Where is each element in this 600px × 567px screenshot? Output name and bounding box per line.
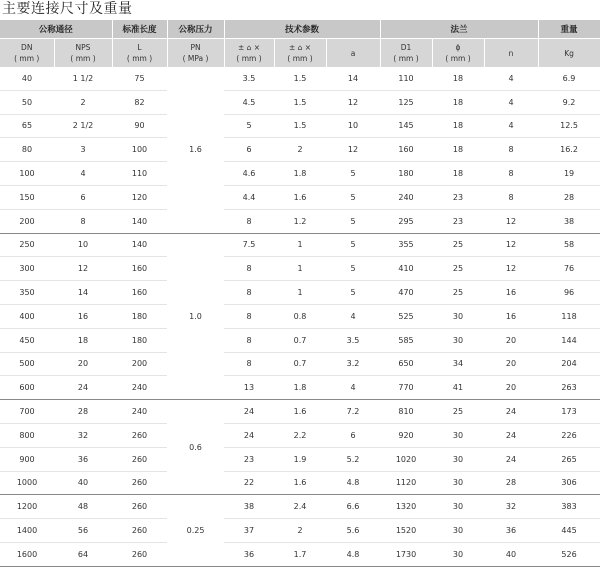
cell-dn: 65 xyxy=(0,114,54,138)
cell-d1: 1520 xyxy=(380,519,432,543)
cell-length: 110 xyxy=(112,162,167,186)
header-sub-label: DN xyxy=(21,43,33,52)
header-sub-unit: ( mm ) xyxy=(126,54,153,63)
cell-nps: 32 xyxy=(54,423,112,447)
header-standard-length: 标准长度 xyxy=(112,20,167,39)
cell-d1: 110 xyxy=(380,67,432,90)
cell-d1: 240 xyxy=(380,185,432,209)
cell-dn: 900 xyxy=(0,447,54,471)
cell-phi: 23 xyxy=(432,185,484,209)
table-row xyxy=(0,138,600,162)
cell-n: 4 xyxy=(484,114,538,138)
cell-phi: 18 xyxy=(432,67,484,90)
cell-phi: 18 xyxy=(432,114,484,138)
cell-kg: 226 xyxy=(538,423,600,447)
header-sub-d1 xyxy=(380,39,432,68)
cell-tol-2: 0.8 xyxy=(274,304,326,328)
cell-d1: 180 xyxy=(380,162,432,186)
cell-kg: 9.2 xyxy=(538,90,600,114)
header-sub-unit: ( mm ) xyxy=(14,54,40,63)
cell-tol-2: 1.7 xyxy=(274,542,326,566)
cell-length: 140 xyxy=(112,233,167,257)
cell-pn: 1.0 xyxy=(167,233,224,400)
table-row xyxy=(0,376,600,400)
cell-kg: 173 xyxy=(538,400,600,424)
cell-n: 40 xyxy=(484,542,538,566)
header-sub-label: a xyxy=(350,48,356,58)
table-row xyxy=(0,233,600,257)
header-sub-nps xyxy=(54,39,112,68)
cell-d1: 1730 xyxy=(380,542,432,566)
cell-d1: 1020 xyxy=(380,447,432,471)
cell-a: 7.2 xyxy=(326,400,380,424)
header-sub-tol-1 xyxy=(224,39,274,68)
cell-nps: 10 xyxy=(54,233,112,257)
cell-n: 20 xyxy=(484,352,538,376)
cell-d1: 355 xyxy=(380,233,432,257)
cell-n: 16 xyxy=(484,281,538,305)
cell-length: 100 xyxy=(112,138,167,162)
header-sub-dn xyxy=(0,39,54,68)
cell-length: 180 xyxy=(112,304,167,328)
cell-d1: 410 xyxy=(380,257,432,281)
cell-a: 5 xyxy=(326,209,380,233)
cell-phi: 25 xyxy=(432,281,484,305)
cell-dn: 1600 xyxy=(0,542,54,566)
cell-tol-1: 8 xyxy=(224,209,274,233)
cell-dn: 40 xyxy=(0,67,54,90)
cell-nps: 16 xyxy=(54,304,112,328)
cell-length: 260 xyxy=(112,447,167,471)
cell-a: 5 xyxy=(326,233,380,257)
table-row xyxy=(0,257,600,281)
cell-a: 14 xyxy=(326,67,380,90)
cell-tol-1: 38 xyxy=(224,495,274,519)
table-row xyxy=(0,304,600,328)
cell-a: 5.6 xyxy=(326,519,380,543)
cell-nps: 2 1/2 xyxy=(54,114,112,138)
cell-tol-1: 4.4 xyxy=(224,185,274,209)
cell-length: 180 xyxy=(112,328,167,352)
cell-length: 260 xyxy=(112,471,167,495)
cell-a: 6.6 xyxy=(326,495,380,519)
cell-tol-2: 1.5 xyxy=(274,90,326,114)
cell-d1: 160 xyxy=(380,138,432,162)
header-technical-params: 技术参数 xyxy=(224,20,380,39)
cell-nps: 20 xyxy=(54,352,112,376)
cell-kg: 28 xyxy=(538,185,600,209)
cell-kg: 204 xyxy=(538,352,600,376)
cell-n: 20 xyxy=(484,376,538,400)
cell-a: 3.5 xyxy=(326,328,380,352)
header-sub-unit: ( mm ) xyxy=(393,54,419,63)
cell-tol-2: 1 xyxy=(274,281,326,305)
cell-tol-1: 8 xyxy=(224,328,274,352)
table-row xyxy=(0,400,600,424)
header-sub-unit: ( mm ) xyxy=(287,54,313,63)
table-row xyxy=(0,542,600,566)
cell-length: 240 xyxy=(112,376,167,400)
cell-length: 160 xyxy=(112,257,167,281)
cell-phi: 30 xyxy=(432,304,484,328)
cell-n: 28 xyxy=(484,471,538,495)
header-sub-pn xyxy=(167,39,224,68)
cell-pn: 1.6 xyxy=(167,67,224,233)
cell-tol-2: 1.9 xyxy=(274,447,326,471)
cell-dn: 450 xyxy=(0,328,54,352)
cell-tol-1: 4.5 xyxy=(224,90,274,114)
cell-nps: 2 xyxy=(54,90,112,114)
cell-nps: 36 xyxy=(54,447,112,471)
cell-tol-2: 1 xyxy=(274,233,326,257)
table-row xyxy=(0,90,600,114)
cell-tol-1: 6 xyxy=(224,138,274,162)
header-sub-label: Kg xyxy=(564,48,574,58)
cell-kg: 58 xyxy=(538,233,600,257)
table-row xyxy=(0,447,600,471)
cell-length: 120 xyxy=(112,185,167,209)
cell-a: 4 xyxy=(326,304,380,328)
cell-phi: 30 xyxy=(432,542,484,566)
cell-n: 24 xyxy=(484,447,538,471)
cell-dn: 350 xyxy=(0,281,54,305)
cell-nps: 24 xyxy=(54,376,112,400)
spec-table xyxy=(0,20,600,567)
cell-a: 4 xyxy=(326,376,380,400)
cell-tol-1: 5 xyxy=(224,114,274,138)
cell-a: 5 xyxy=(326,281,380,305)
table-row xyxy=(0,328,600,352)
table-row xyxy=(0,352,600,376)
cell-tol-2: 1.8 xyxy=(274,162,326,186)
cell-tol-1: 36 xyxy=(224,542,274,566)
table-body xyxy=(0,67,600,566)
cell-tol-2: 2 xyxy=(274,138,326,162)
cell-phi: 30 xyxy=(432,423,484,447)
cell-phi: 18 xyxy=(432,90,484,114)
cell-dn: 1000 xyxy=(0,471,54,495)
cell-length: 160 xyxy=(112,281,167,305)
cell-kg: 306 xyxy=(538,471,600,495)
cell-n: 12 xyxy=(484,209,538,233)
cell-dn: 800 xyxy=(0,423,54,447)
cell-tol-2: 1.2 xyxy=(274,209,326,233)
cell-kg: 263 xyxy=(538,376,600,400)
header-sub-label: D1 xyxy=(400,43,412,52)
header-sub-unit: ( mm ) xyxy=(445,54,471,63)
cell-n: 36 xyxy=(484,519,538,543)
header-sub-unit: ( mm ) xyxy=(236,54,262,63)
header-sub-label: n xyxy=(508,48,514,58)
cell-tol-1: 8 xyxy=(224,257,274,281)
cell-length: 140 xyxy=(112,209,167,233)
cell-nps: 48 xyxy=(54,495,112,519)
cell-tol-2: 1.5 xyxy=(274,67,326,90)
header-sub-phi xyxy=(432,39,484,68)
header-sub-label: L xyxy=(137,43,142,52)
header-weight: 重量 xyxy=(538,20,600,39)
cell-a: 3.2 xyxy=(326,352,380,376)
cell-pn: 0.25 xyxy=(167,495,224,566)
cell-tol-1: 22 xyxy=(224,471,274,495)
cell-dn: 700 xyxy=(0,400,54,424)
cell-phi: 25 xyxy=(432,233,484,257)
cell-a: 5 xyxy=(326,185,380,209)
cell-d1: 145 xyxy=(380,114,432,138)
cell-length: 260 xyxy=(112,519,167,543)
cell-phi: 25 xyxy=(432,257,484,281)
cell-n: 8 xyxy=(484,138,538,162)
page-title: 主要连接尺寸及重量 xyxy=(2,1,133,17)
cell-dn: 100 xyxy=(0,162,54,186)
cell-phi: 30 xyxy=(432,519,484,543)
cell-a: 4.8 xyxy=(326,471,380,495)
cell-tol-2: 1.8 xyxy=(274,376,326,400)
cell-n: 12 xyxy=(484,233,538,257)
cell-length: 240 xyxy=(112,400,167,424)
cell-dn: 150 xyxy=(0,185,54,209)
cell-a: 12 xyxy=(326,90,380,114)
cell-nps: 6 xyxy=(54,185,112,209)
cell-dn: 80 xyxy=(0,138,54,162)
cell-n: 4 xyxy=(484,90,538,114)
cell-phi: 18 xyxy=(432,162,484,186)
cell-tol-1: 23 xyxy=(224,447,274,471)
cell-tol-1: 8 xyxy=(224,281,274,305)
cell-nps: 8 xyxy=(54,209,112,233)
cell-kg: 265 xyxy=(538,447,600,471)
cell-tol-1: 4.6 xyxy=(224,162,274,186)
header-group-row xyxy=(0,20,600,39)
cell-kg: 118 xyxy=(538,304,600,328)
cell-phi: 18 xyxy=(432,138,484,162)
cell-tol-1: 24 xyxy=(224,423,274,447)
table-row xyxy=(0,281,600,305)
cell-tol-1: 8 xyxy=(224,304,274,328)
header-sub-label: NPS xyxy=(75,43,91,52)
cell-d1: 525 xyxy=(380,304,432,328)
cell-kg: 96 xyxy=(538,281,600,305)
header-sub-length xyxy=(112,39,167,68)
cell-phi: 30 xyxy=(432,447,484,471)
header-sub-unit: ( MPa ) xyxy=(182,54,209,63)
cell-kg: 19 xyxy=(538,162,600,186)
header-sub-tol-2 xyxy=(274,39,326,68)
cell-kg: 144 xyxy=(538,328,600,352)
cell-a: 10 xyxy=(326,114,380,138)
cell-tol-1: 37 xyxy=(224,519,274,543)
table-row xyxy=(0,162,600,186)
cell-length: 260 xyxy=(112,542,167,566)
table-row xyxy=(0,185,600,209)
cell-kg: 526 xyxy=(538,542,600,566)
cell-n: 16 xyxy=(484,304,538,328)
cell-phi: 30 xyxy=(432,471,484,495)
cell-dn: 300 xyxy=(0,257,54,281)
cell-tol-2: 1.6 xyxy=(274,471,326,495)
cell-dn: 600 xyxy=(0,376,54,400)
cell-kg: 16.2 xyxy=(538,138,600,162)
cell-tol-1: 7.5 xyxy=(224,233,274,257)
cell-d1: 770 xyxy=(380,376,432,400)
cell-a: 5 xyxy=(326,162,380,186)
cell-phi: 25 xyxy=(432,400,484,424)
cell-phi: 34 xyxy=(432,352,484,376)
cell-n: 8 xyxy=(484,185,538,209)
cell-pn: 0.6 xyxy=(167,400,224,495)
cell-n: 24 xyxy=(484,423,538,447)
cell-tol-2: 2 xyxy=(274,519,326,543)
cell-tol-2: 2.2 xyxy=(274,423,326,447)
cell-phi: 30 xyxy=(432,495,484,519)
cell-d1: 585 xyxy=(380,328,432,352)
header-sub-kg xyxy=(538,39,600,68)
cell-tol-1: 13 xyxy=(224,376,274,400)
cell-phi: 30 xyxy=(432,328,484,352)
table-row xyxy=(0,209,600,233)
cell-d1: 1320 xyxy=(380,495,432,519)
header-sub-a xyxy=(326,39,380,68)
cell-d1: 920 xyxy=(380,423,432,447)
cell-tol-2: 1.6 xyxy=(274,400,326,424)
cell-n: 20 xyxy=(484,328,538,352)
cell-kg: 445 xyxy=(538,519,600,543)
cell-tol-1: 8 xyxy=(224,352,274,376)
table-row xyxy=(0,495,600,519)
cell-nps: 18 xyxy=(54,328,112,352)
cell-tol-1: 3.5 xyxy=(224,67,274,90)
header-sub-label: ± ⌂ × xyxy=(237,43,261,52)
header-flange: 法兰 xyxy=(380,20,538,39)
header-nominal-diameter: 公称通径 xyxy=(0,20,112,39)
cell-length: 82 xyxy=(112,90,167,114)
header-sub-unit: ( mm ) xyxy=(70,54,96,63)
cell-nps: 12 xyxy=(54,257,112,281)
cell-nps: 4 xyxy=(54,162,112,186)
cell-tol-2: 2.4 xyxy=(274,495,326,519)
header-nominal-pressure: 公称压力 xyxy=(167,20,224,39)
header-sub-label: ϕ xyxy=(455,43,461,52)
cell-tol-1: 24 xyxy=(224,400,274,424)
cell-length: 260 xyxy=(112,423,167,447)
cell-a: 5.2 xyxy=(326,447,380,471)
cell-nps: 56 xyxy=(54,519,112,543)
cell-dn: 1400 xyxy=(0,519,54,543)
cell-a: 5 xyxy=(326,257,380,281)
cell-tol-2: 1.6 xyxy=(274,185,326,209)
cell-length: 200 xyxy=(112,352,167,376)
cell-dn: 250 xyxy=(0,233,54,257)
cell-dn: 1200 xyxy=(0,495,54,519)
cell-kg: 38 xyxy=(538,209,600,233)
table-row xyxy=(0,114,600,138)
cell-kg: 12.5 xyxy=(538,114,600,138)
cell-nps: 28 xyxy=(54,400,112,424)
cell-d1: 295 xyxy=(380,209,432,233)
cell-d1: 125 xyxy=(380,90,432,114)
cell-dn: 200 xyxy=(0,209,54,233)
cell-nps: 40 xyxy=(54,471,112,495)
cell-tol-2: 1.5 xyxy=(274,114,326,138)
table-header xyxy=(0,20,600,67)
cell-dn: 400 xyxy=(0,304,54,328)
cell-tol-2: 0.7 xyxy=(274,328,326,352)
cell-dn: 50 xyxy=(0,90,54,114)
cell-tol-2: 1 xyxy=(274,257,326,281)
cell-kg: 76 xyxy=(538,257,600,281)
cell-n: 12 xyxy=(484,257,538,281)
cell-length: 90 xyxy=(112,114,167,138)
cell-d1: 650 xyxy=(380,352,432,376)
cell-d1: 470 xyxy=(380,281,432,305)
cell-nps: 1 1/2 xyxy=(54,67,112,90)
cell-d1: 810 xyxy=(380,400,432,424)
cell-nps: 64 xyxy=(54,542,112,566)
cell-dn: 500 xyxy=(0,352,54,376)
cell-nps: 3 xyxy=(54,138,112,162)
header-sub-n xyxy=(484,39,538,68)
cell-a: 12 xyxy=(326,138,380,162)
cell-phi: 41 xyxy=(432,376,484,400)
table-row xyxy=(0,423,600,447)
table-row xyxy=(0,67,600,90)
cell-n: 32 xyxy=(484,495,538,519)
table-row xyxy=(0,471,600,495)
header-unit-row xyxy=(0,39,600,68)
cell-d1: 1120 xyxy=(380,471,432,495)
header-sub-label: ± ⌂ × xyxy=(288,43,312,52)
cell-nps: 14 xyxy=(54,281,112,305)
cell-kg: 383 xyxy=(538,495,600,519)
cell-a: 6 xyxy=(326,423,380,447)
cell-a: 4.8 xyxy=(326,542,380,566)
cell-kg: 6.9 xyxy=(538,67,600,90)
cell-n: 8 xyxy=(484,162,538,186)
cell-n: 4 xyxy=(484,67,538,90)
cell-length: 260 xyxy=(112,495,167,519)
cell-length: 75 xyxy=(112,67,167,90)
cell-phi: 23 xyxy=(432,209,484,233)
cell-n: 24 xyxy=(484,400,538,424)
cell-tol-2: 0.7 xyxy=(274,352,326,376)
header-sub-label: PN xyxy=(190,43,201,52)
